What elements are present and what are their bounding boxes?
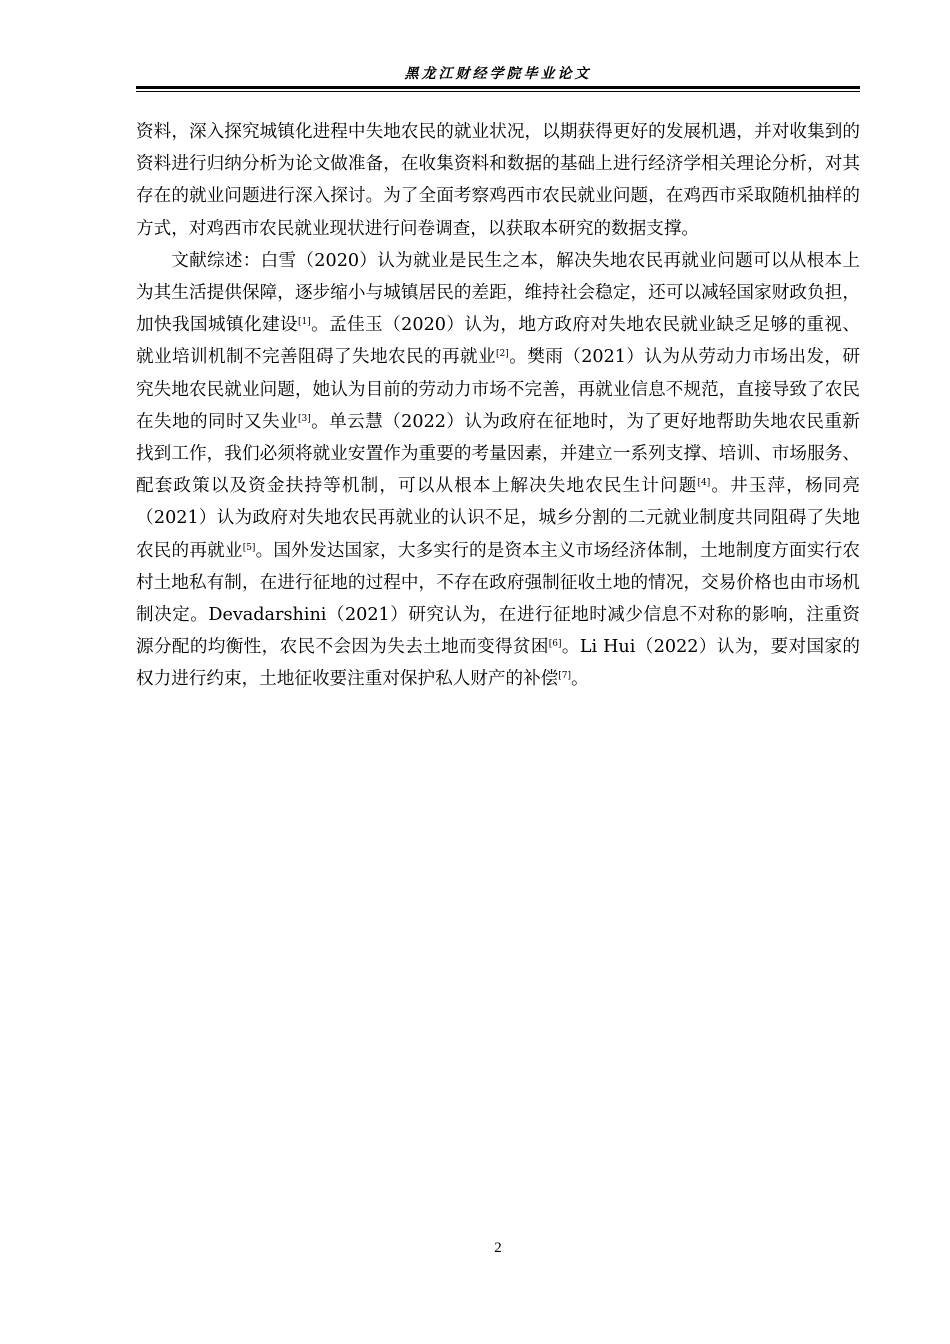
citation-ref: [5]	[242, 542, 256, 553]
text-segment: 。国外发达国家，大多实行的是资本主义市场经济体制，土地制度方面实行农 村土地私有制，在进行征地的过程中，不存在政府强制征收土地的情况，交易价格也由市场机制决定。Devadarshini（2021）研究认为，在进行征地时减少信息不对称的影响，注重资源分配的均衡性，农民不会因为失去土地而变得贫困	[136, 540, 860, 658]
header-rule-thick	[136, 86, 860, 89]
body-text	[136, 116, 860, 696]
paragraph-literature-review	[136, 245, 860, 696]
page-number: 2	[494, 1240, 502, 1256]
text-segment: 。单云慧（2022）认为政府在征地时，为了更好地帮助失地农民重新找到工作，我们必须将就业安置作为重要的考量因素，并建立一系列支撑、培训、市场服务、配套政策以及资金扶持等机制，可以从根本上解决失地农民生计问题	[136, 411, 860, 497]
citation-ref: [7]	[558, 671, 572, 682]
citation-ref: [3]	[298, 413, 311, 424]
citation-ref: [6]	[548, 639, 562, 650]
text-segment: 。樊雨（2021）认为从劳动力市场出发，研究失地农民就业问题，她认为目前的劳动力市场不完善，再就业信息不规范，直接导致了农民在失地的同时又失业	[136, 347, 860, 432]
running-header: 黑龙江财经学院毕业论文	[404, 66, 592, 82]
citation-ref: [2]	[496, 349, 509, 360]
paragraph-continuation: 资料，深入探究城镇化进程中失地农民的就业状况，以期获得更好的发展机遇，并对收集到的资料进行归纳分析为论文做准备，在收集资料和数据的基础上进行经济学相关理论分析，对其存在的就业问题进行深入探讨。为了全面考察鸡西市农民就业问题，在鸡西市采取随机抽样的方式，对鸡西市农民就业现状进行问卷调查，以获取本研究的数据支撑。	[136, 122, 860, 239]
header-rule-thin	[136, 91, 860, 92]
text-segment: 。孟佳玉（2020）认为，地方政府对失地农民就业缺乏足够的重视、就业培训机制不完善阻碍了失地农民的再就业	[136, 315, 860, 368]
text-segment: 。Li Hui（2022）认为，要对国家的权力进行约束，土地征收要注重对保护私人财产的补偿	[136, 637, 860, 690]
text-segment: 。	[571, 669, 589, 690]
text-segment: 文献综述：白雪（2020）认为就业是民生之本，解决失地农民再就业问题可以从根本上为其生活提供保障，逐步缩小与城镇居民的差距，维持社会稳定，还可以减轻国家财政负担，加快我国城镇化建设	[136, 250, 860, 336]
citation-ref: [1]	[298, 317, 311, 328]
text-segment: 。井玉萍，杨同亮（2021）认为政府对失地农民再就业的认识不足，城乡分割的二元就业制度共同阻碍了失地农民的再就业	[136, 476, 860, 561]
citation-ref: [4]	[697, 478, 711, 489]
